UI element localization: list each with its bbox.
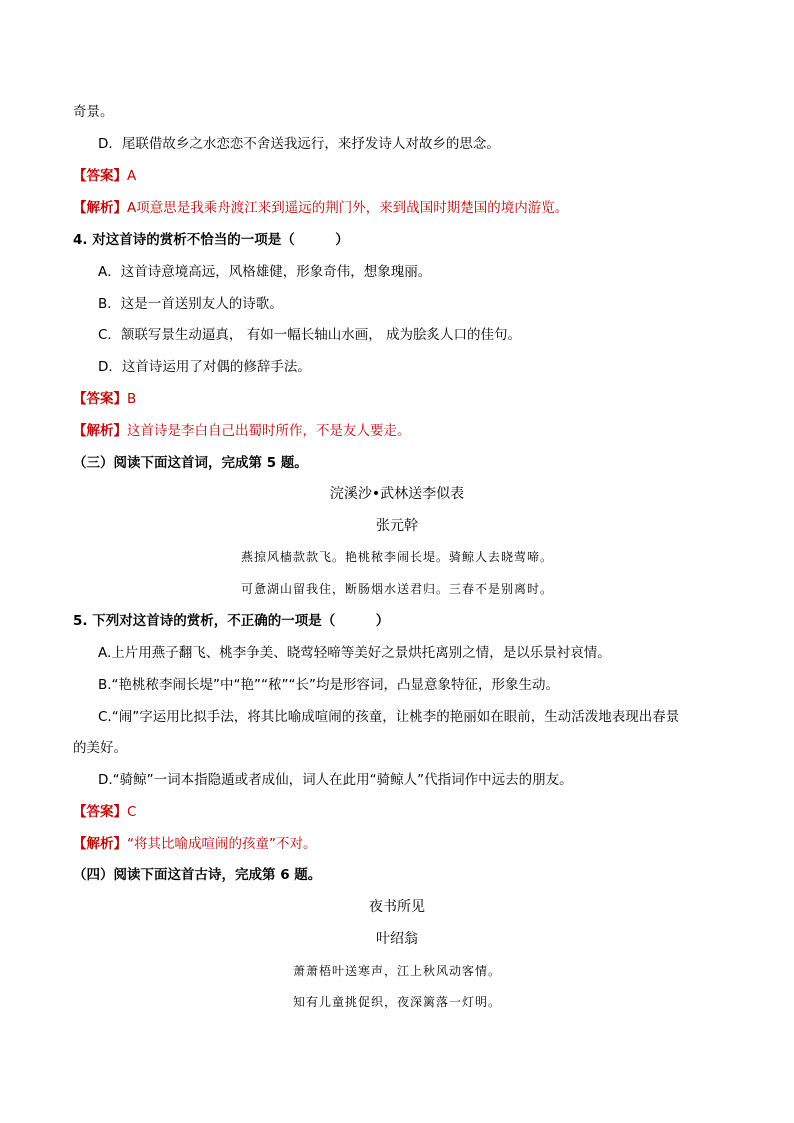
q3-option-d: D．尾联借故乡之水恋恋不舍送我远行，来抒发诗人对故乡的思念。 — [98, 136, 500, 152]
section-3-header: （三）阅读下面这首词，完成第 5 题。 — [73, 455, 308, 471]
section-4-header: （四）阅读下面这首古诗，完成第 6 题。 — [73, 867, 322, 883]
poem-2-title: 夜书所见 — [369, 899, 425, 915]
q5-answer-line — [73, 802, 136, 822]
explanation-tag: 【解析】 — [73, 423, 127, 439]
poem-2-line-2: 知有儿童挑促织，夜深篱落一灯明。 — [292, 995, 501, 1009]
continued-text: 奇景。 — [73, 104, 114, 120]
question-4: 4. 对这首诗的赏析不恰当的一项是（ ） — [73, 232, 349, 248]
answer-value: B — [127, 391, 137, 407]
q4-explanation-line — [73, 421, 411, 441]
question-5: 5. 下列对这首诗的赏析，不正确的一项是（ ） — [73, 613, 390, 629]
poem-2-line-1: 萧萧梧叶送寒声，江上秋风动客情。 — [292, 964, 501, 978]
poem-1-title: 浣溪沙•武林送李似表 — [329, 486, 465, 502]
q4-option-c: C．颔联写景生动逼真， 有如一幅长轴山水画， 成为脍炙人口的佳句。 — [98, 327, 522, 343]
explanation-tag: 【解析】 — [73, 836, 127, 852]
q5-explanation-line — [73, 834, 317, 854]
answer-value: A — [127, 168, 137, 184]
answer-tag: 【答案】 — [73, 168, 127, 184]
explanation-tag: 【解析】 — [73, 200, 127, 216]
poem-2-author: 叶绍翁 — [376, 931, 418, 947]
poem-1-line-1: 燕掠风樯款款飞。艳桃秾李闹长堤。骑鲸人去晓莺啼。 — [240, 550, 553, 564]
q4-option-b: B．这是一首送别友人的诗歌。 — [98, 296, 283, 312]
poem-1-author: 张元幹 — [376, 518, 418, 534]
q4-option-a: A．这首诗意境高远，风格雄健，形象奇伟，想象瑰丽。 — [98, 264, 432, 280]
answer-tag: 【答案】 — [73, 804, 127, 820]
q5-option-c: C.“闹”字运用比拟手法，将其比喻成喧闹的孩童，让桃李的艳丽如在眼前，生动活泼地表现出春景 — [98, 709, 680, 725]
q3-explanation-line — [73, 198, 568, 218]
q5-option-d: D.“骑鲸”一词本指隐遁或者成仙，词人在此用“骑鲸人”代指词作中远去的朋友。 — [98, 772, 573, 788]
q3-answer-line — [73, 166, 136, 186]
poem-1-line-2: 可惫湖山留我住，断肠烟水送君归。三春不是别离时。 — [240, 582, 553, 596]
q5-option-a: A.上片用燕子翻飞、桃李争美、晓莺轻啼等美好之景烘托离别之情，是以乐景衬哀情。 — [98, 645, 611, 661]
answer-value: C — [127, 804, 137, 820]
answer-tag: 【答案】 — [73, 391, 127, 407]
q4-option-d: D．这首诗运用了对偶的修辞手法。 — [98, 359, 311, 375]
q4-answer-line — [73, 389, 136, 409]
explanation-text: A项意思是我乘舟渡江来到遥远的荆门外，来到战国时期楚国的境内游览。 — [127, 200, 569, 216]
q5-option-c-continued: 的美好。 — [73, 740, 127, 756]
q5-option-b: B.“艳桃秾李闹长堤”中“艳”“秾”“长”均是形容词，凸显意象特征，形象生动。 — [98, 677, 560, 693]
explanation-text: 这首诗是李白自己出蜀时所作，不是友人要走。 — [127, 423, 411, 439]
explanation-text: “将其比喻成喧闹的孩童”不对。 — [127, 836, 317, 852]
